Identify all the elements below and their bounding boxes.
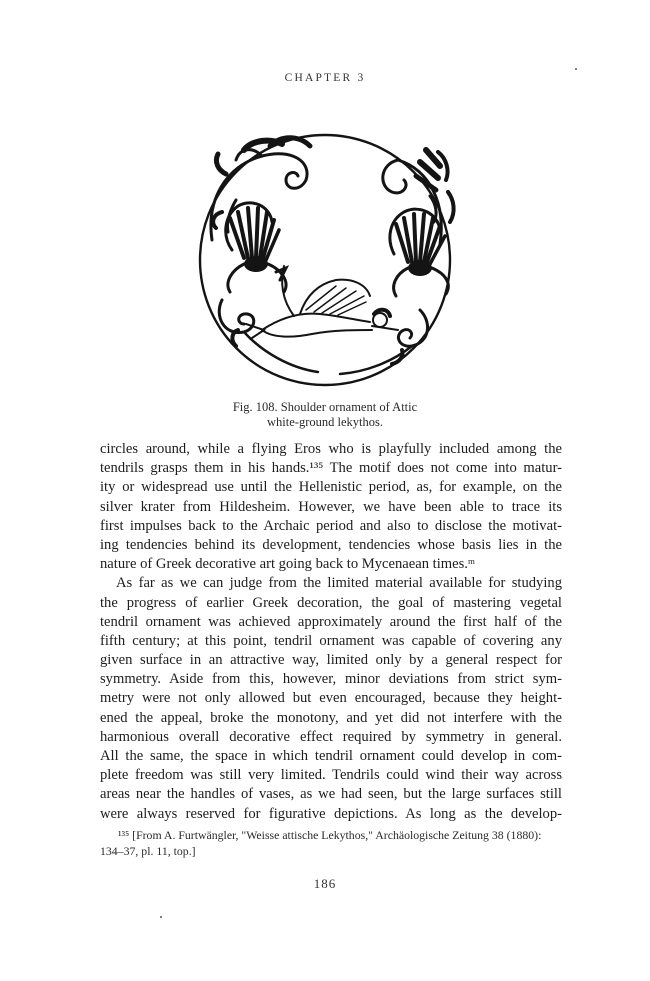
scan-speck [575, 68, 577, 70]
body-line: All the same, the space in which tendril ornament could develop in com- [100, 748, 562, 764]
running-head: CHAPTER 3 [284, 72, 366, 84]
bottom-spirals [219, 300, 427, 374]
body-line: ened the appeal, broke the monotony, and yet did not interfere with the [100, 709, 562, 726]
footnote-line-1: ¹³⁵ [From A. Furtwängler, "Weisse attische Lekythos," Archäologische Zeitung 38 (1880): [118, 828, 542, 842]
footnote-line-2: 134–37, pl. 11, top.] [100, 843, 196, 858]
right-palmette [390, 209, 448, 296]
body-line: areas near the handles of vases, as we had seen, but the large surfaces still [100, 786, 562, 803]
left-palmette [226, 203, 286, 292]
body-line: symmetry. Aside from this, however, minor deviations from strict sym- [100, 671, 562, 688]
body-line: tendril ornament was achieved approximately around the first half of the [100, 613, 562, 630]
body-line: As far as we can judge from the limited material available for studying [116, 575, 562, 592]
body-line: ity or widespread use until the Hellenistic period, as, for example, on the [100, 479, 562, 496]
body-line: were always reserved for figurative depictions. As long as the develop- [100, 805, 562, 822]
eros-figure [246, 266, 398, 338]
figure-caption [160, 400, 490, 430]
body-text [100, 440, 562, 824]
body-line: given surface in an attractive way, limited only by a general respect for [100, 652, 562, 669]
body-line: plete freedom was still very limited. Tendrils could wind their way across [100, 767, 562, 784]
caption-line-2: white-ground lekythos. [267, 415, 383, 429]
body-line: first impulses back to the Archaic period and also to disclose the motivat- [100, 517, 562, 534]
scan-speck [160, 916, 162, 918]
body-line: metry were not only allowed but even encouraged, because they height- [100, 690, 562, 707]
top-right-tendril [383, 150, 454, 244]
footnote [100, 828, 562, 859]
caption-line-1: Fig. 108. Shoulder ornament of Attic [232, 400, 418, 414]
body-line: silver krater from Hildesheim. However, we have been able to trace its [100, 498, 562, 515]
body-line: ing tendencies behind its development, tendencies whose basis lies in the [100, 536, 562, 553]
page-number: 186 [313, 876, 337, 891]
body-line: circles around, while a flying Eros who is playfully included among the [100, 441, 562, 457]
body-line: the progress of earlier Greek decoration, the goal of mastering vegetal [100, 594, 562, 611]
body-line: fifth century; at this point, tendril ornament was capable of covering any [100, 632, 562, 649]
body-line: tendrils grasps them in his hands.¹³⁵ The motif does not come into matur- [100, 460, 562, 477]
body-line: harmonious overall decorative effect required by symmetry in general. [100, 728, 562, 745]
body-line: nature of Greek decorative art going back to Mycenaean times.ᵐ [100, 556, 476, 573]
